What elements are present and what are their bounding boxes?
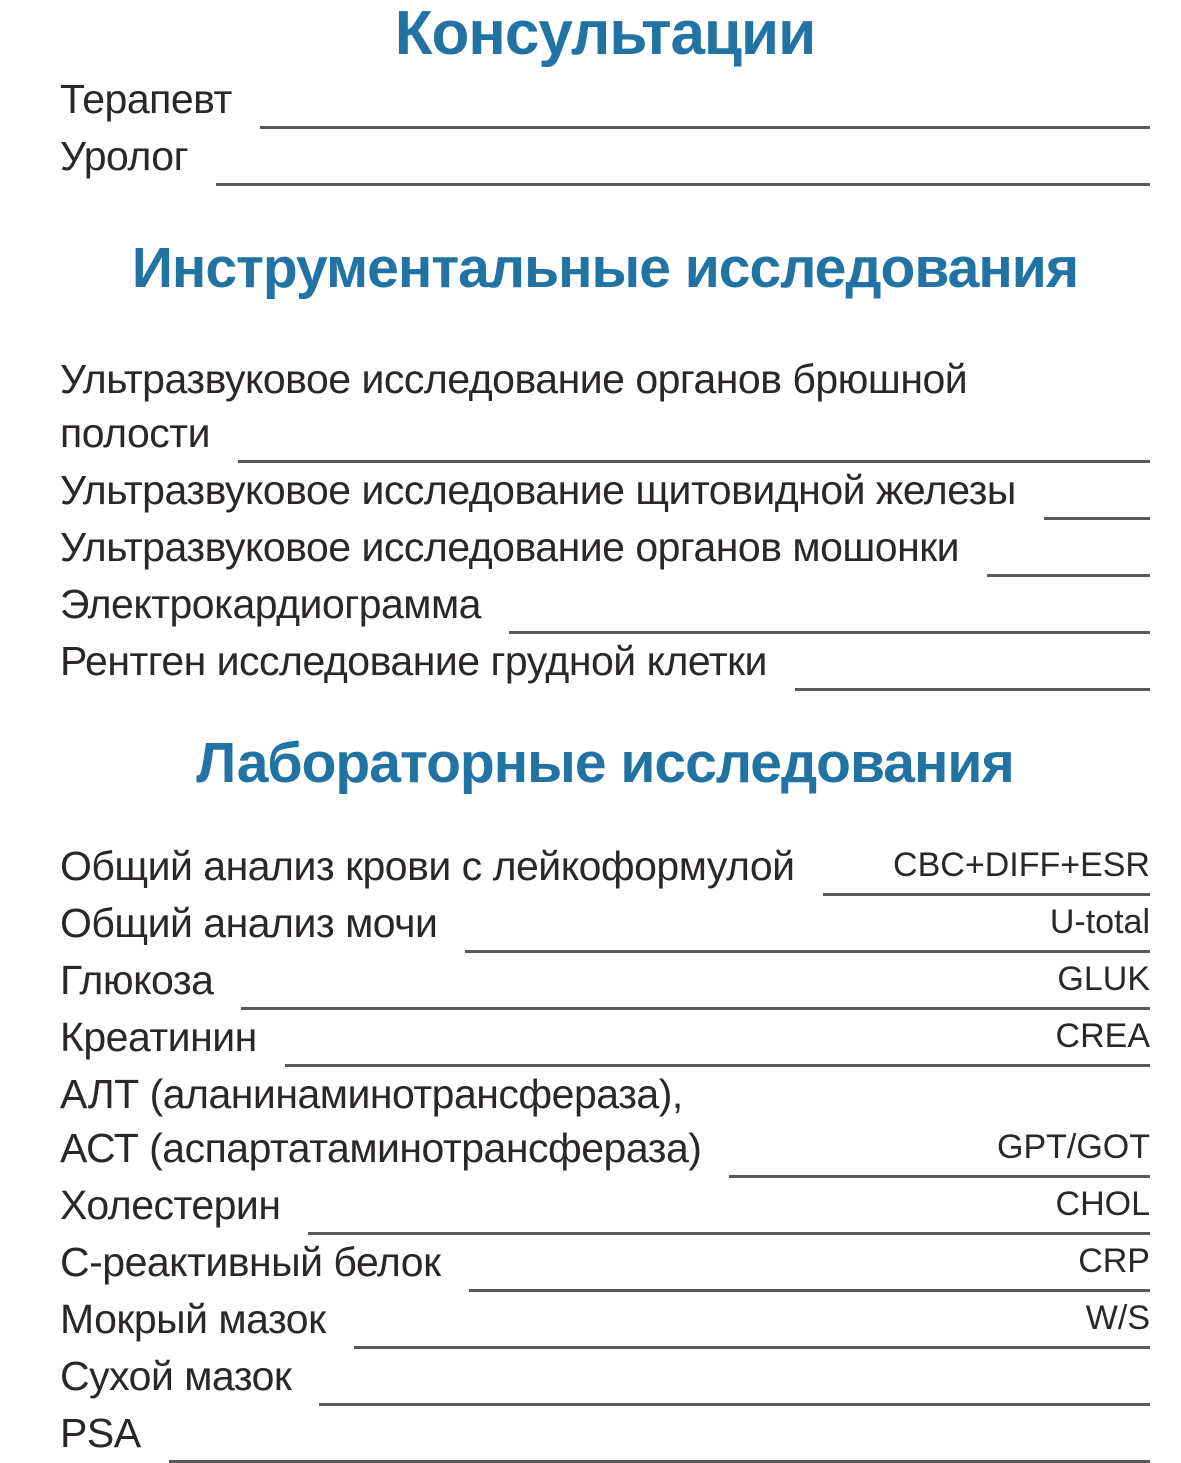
form-row (60, 463, 1150, 520)
field-code: CRP (1078, 1242, 1150, 1280)
form-row (60, 1349, 1150, 1406)
form-row (60, 72, 1150, 129)
fill-line (823, 839, 1150, 896)
fill-line (308, 1178, 1150, 1235)
field-code (1140, 135, 1150, 175)
fill-line (241, 953, 1150, 1010)
form-row (60, 634, 1150, 691)
fill-line (319, 1349, 1150, 1406)
field-code (1140, 78, 1150, 118)
field-code (1140, 469, 1150, 509)
fill-line (469, 1235, 1150, 1292)
fill-line (354, 1292, 1150, 1349)
form-row (60, 1292, 1150, 1349)
fill-line (465, 896, 1150, 953)
field-code (1140, 412, 1150, 452)
field-label: Глюкоза (60, 957, 214, 1003)
form-row (60, 1010, 1150, 1067)
form-row (60, 1235, 1150, 1292)
field-label: Уролог (60, 133, 189, 179)
field-label: Рентген исследование грудной клетки (60, 638, 767, 684)
form-row (60, 577, 1150, 634)
form-row (60, 520, 1150, 577)
field-label: Ультразвуковое исследование органов брюшной (60, 356, 968, 402)
field-label: Общий анализ мочи (60, 900, 438, 946)
field-code (1140, 1355, 1150, 1395)
field-label: Электрокардиограмма (60, 581, 481, 627)
form-row (60, 839, 1150, 896)
fill-line (987, 520, 1150, 577)
section-instrumental (60, 236, 1150, 691)
field-code (1140, 1412, 1150, 1452)
fill-line (795, 634, 1150, 691)
field-label: Ультразвуковое исследование органов мошонки (60, 524, 960, 570)
form-row (60, 129, 1150, 186)
field-code: GLUK (1057, 960, 1150, 998)
field-label: АСТ (аспартатаминотрансфераза) (60, 1125, 702, 1171)
field-code: CBC+DIFF+ESR (893, 846, 1150, 884)
field-label: Сухой мазок (60, 1353, 292, 1399)
field-label: С-реактивный белок (60, 1239, 441, 1285)
field-label: Мокрый мазок (60, 1296, 326, 1342)
field-label: Холестерин (60, 1182, 281, 1228)
fill-line (169, 1406, 1150, 1463)
fill-line (260, 72, 1150, 129)
page-title: Консультации (394, 0, 816, 68)
form-row (60, 1178, 1150, 1235)
section-title: Инструментальные исследования (131, 236, 1079, 300)
section-laboratory (60, 731, 1150, 1463)
form-row (60, 953, 1150, 1010)
fill-line (509, 577, 1150, 634)
field-label: Ультразвуковое исследование щитовидной железы (60, 467, 1016, 513)
field-code: CHOL (1055, 1185, 1150, 1223)
form-row (60, 896, 1150, 953)
fill-line (729, 1121, 1150, 1178)
fill-line (216, 129, 1150, 186)
fill-line (238, 406, 1150, 463)
field-code (1140, 526, 1150, 566)
field-code: W/S (1085, 1299, 1150, 1337)
field-code: CREA (1055, 1017, 1150, 1055)
field-label: Терапевт (60, 76, 232, 122)
field-label: PSA (60, 1410, 141, 1456)
form-row (60, 1121, 1150, 1178)
field-code: GPT/GOT (997, 1128, 1150, 1166)
field-code (1140, 640, 1150, 680)
form-row (60, 352, 1150, 406)
field-label: Общий анализ крови с лейкоформулой (60, 843, 795, 889)
field-label: Креатинин (60, 1014, 257, 1060)
form-row (60, 1406, 1150, 1463)
form-row (60, 406, 1150, 463)
fill-line (1044, 463, 1150, 520)
field-code: U-total (1049, 903, 1150, 941)
section-consultations (60, 72, 1150, 186)
field-label: полости (60, 410, 210, 456)
form-row (60, 1067, 1150, 1121)
field-code (1140, 583, 1150, 623)
fill-line (285, 1010, 1150, 1067)
section-title: Лабораторные исследования (196, 731, 1014, 795)
field-label: АЛТ (аланинаминотрансфераза), (60, 1071, 683, 1117)
